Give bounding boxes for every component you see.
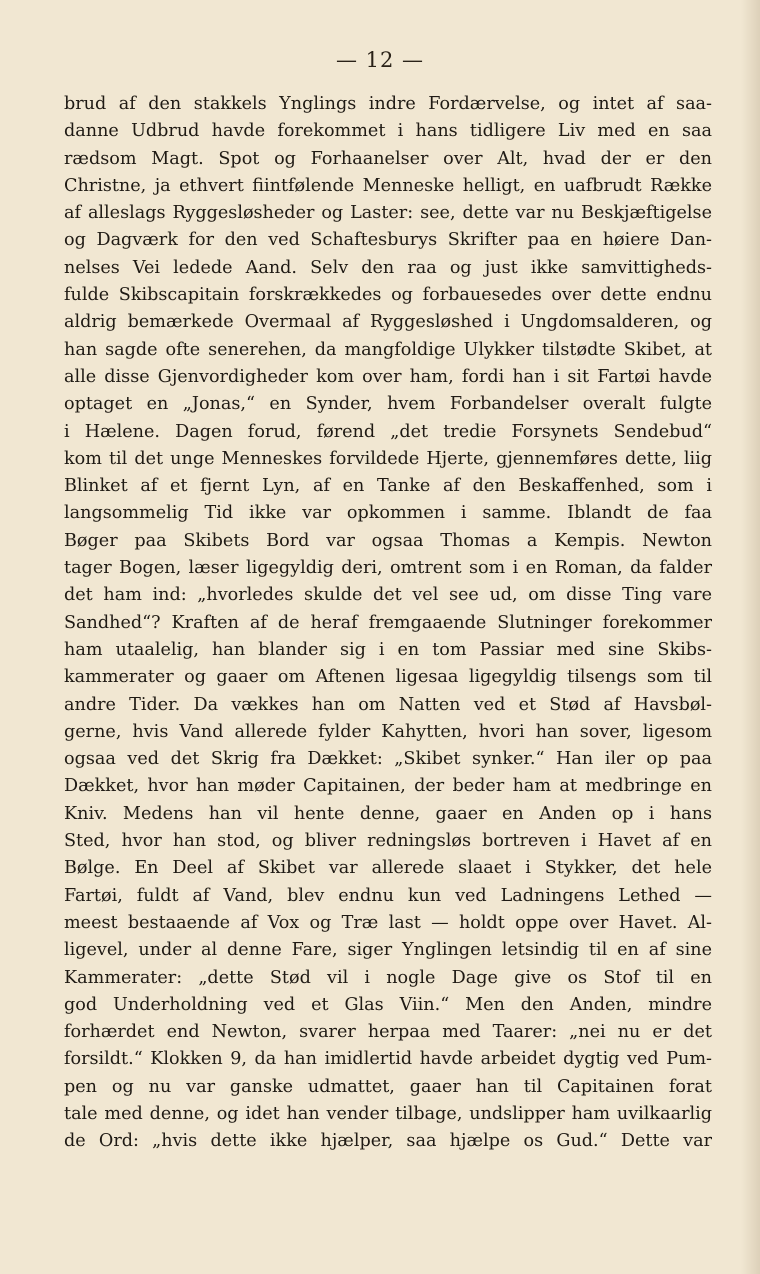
text-line: i Hælene. Dagen forud, førend „det tredie Forsynets Sendebud“: [64, 421, 712, 442]
text-line: det ham ind: „hvorledes skulde det vel see ud, om disse Ting vare: [64, 585, 712, 606]
text-line: aldrig bemærkede Overmaal af Ryggesløshed i Ungdomsalderen, og: [64, 312, 712, 333]
text-line: kammerater og gaaer om Aftenen ligesaa ligegyldig tilsengs som til: [64, 667, 712, 688]
text-line: han sagde ofte senerehen, da mangfoldige Ulykker tilstødte Skibet, at: [64, 339, 712, 360]
text-line: Bølge. En Deel af Skibet var allerede slaaet i Stykker, det hele: [64, 858, 712, 879]
text-line: de Ord: „hvis dette ikke hjælper, saa hjælpe os Gud.“ Dette var: [64, 1131, 712, 1152]
text-line: optaget en „Jonas,“ en Synder, hvem Forbandelser overalt fulgte: [64, 394, 712, 415]
text-line: Sted, hvor han stod, og bliver redningsløs bortreven i Havet af en: [64, 831, 712, 852]
page-number: — 12 —: [335, 48, 425, 72]
text-line: kom til det unge Menneskes forvildede Hjerte, gjennemføres dette, liig: [64, 448, 712, 469]
text-line: nelses Vei ledede Aand. Selv den raa og just ikke samvittigheds-: [64, 257, 712, 278]
text-line: forhærdet end Newton, svarer herpaa med Taarer: „nei nu er det: [64, 1022, 712, 1043]
text-line: Blinket af et fjernt Lyn, af en Tanke af den Beskaffenhed, som i: [64, 476, 712, 497]
text-line: rædsom Magt. Spot og Forhaanelser over Alt, hvad der er den: [64, 148, 712, 169]
text-line: gerne, hvis Vand allerede fylder Kahytten, hvori han sover, ligesom: [64, 721, 712, 742]
text-line: Kammerater: „dette Stød vil i nogle Dage give os Stof til en: [64, 967, 712, 988]
text-line: ligevel, under al denne Fare, siger Ynglingen letsindig til en af sine: [64, 940, 712, 961]
text-line: langsommelig Tid ikke var opkommen i samme. Iblandt de faa: [64, 503, 712, 524]
text-line: god Underholdning ved et Glas Viin.“ Men den Anden, mindre: [64, 994, 712, 1015]
text-line: forsildt.“ Klokken 9, da han imidlertid havde arbeidet dygtig ved Pum-: [64, 1049, 712, 1070]
text-line: tale med denne, og idet han vender tilbage, undslipper ham uvilkaarlig: [64, 1103, 712, 1124]
text-line: andre Tider. Da vækkes han om Natten ved et Stød af Havsbøl-: [64, 694, 712, 715]
text-line: Christne, ja ethvert fiintfølende Menneske helligt, en uafbrudt Række: [64, 175, 712, 196]
text-line: Dækket, hvor han møder Capitainen, der beder ham at medbringe en: [64, 776, 712, 797]
text-line: Kniv. Medens han vil hente denne, gaaer en Anden op i hans: [64, 803, 712, 824]
text-line: af alleslags Ryggesløsheder og Laster: see, dette var nu Beskjæftigelse: [64, 203, 712, 224]
text-line: Fartøi, fuldt af Vand, blev endnu kun ved Ladningens Lethed —: [64, 885, 712, 906]
text-line: tager Bogen, læser ligegyldig deri, omtrent som i en Roman, da falder: [64, 558, 712, 579]
text-line: meest bestaaende af Vox og Træ last — holdt oppe over Havet. Al-: [64, 912, 712, 933]
text-line: ogsaa ved det Skrig fra Dækket: „Skibet synker.“ Han iler op paa: [64, 749, 712, 770]
text-line: danne Udbrud havde forekommet i hans tidligere Liv med en saa: [64, 121, 712, 142]
text-line: ham utaalelig, han blander sig i en tom Passiar med sine Skibs-: [64, 639, 712, 660]
text-line: brud af den stakkels Ynglings indre Fordærvelse, og intet af saa-: [64, 94, 712, 114]
body-text: [64, 91, 712, 1156]
text-line: Sandhed“? Kraften af de heraf fremgaaende Slutninger forekommer: [64, 612, 712, 633]
text-line: pen og nu var ganske udmattet, gaaer han til Capitainen forat: [64, 1076, 712, 1097]
text-line: fulde Skibscapitain forskrækkedes og forbauesedes over dette endnu: [64, 285, 712, 306]
text-line: og Dagværk for den ved Schaftesburys Skrifter paa en høiere Dan-: [64, 230, 712, 251]
text-line: Bøger paa Skibets Bord var ogsaa Thomas a Kempis. Newton: [64, 530, 712, 551]
text-line: alle disse Gjenvordigheder kom over ham, fordi han i sit Fartøi havde: [64, 366, 712, 387]
